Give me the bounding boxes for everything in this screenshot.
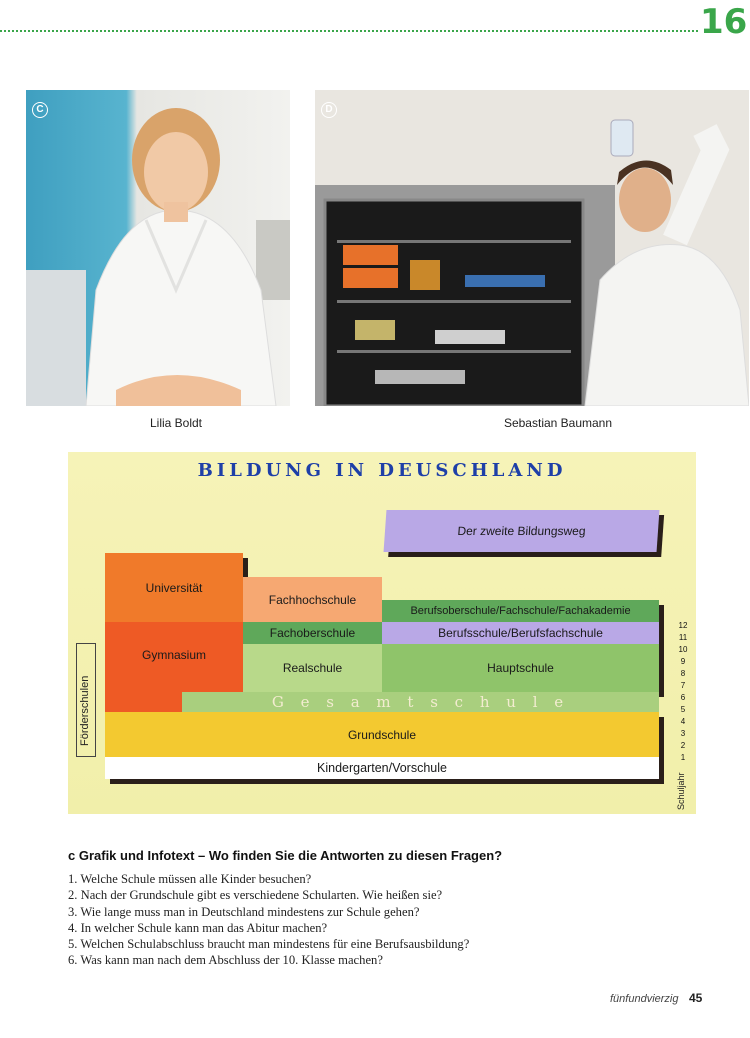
portrait-illustration-d <box>315 90 749 406</box>
block-universitaet: Universität <box>105 553 243 622</box>
question-item: 3. Wie lange muss man in Deutschland mindestens zur Schule gehen? <box>68 904 420 919</box>
portrait-illustration-c <box>26 90 290 406</box>
photo-badge-d: D <box>321 102 337 118</box>
photo-lilia-boldt <box>26 90 290 406</box>
block-hauptschule: Hauptschule <box>382 644 659 692</box>
caption-sebastian-baumann: Sebastian Baumann <box>503 416 613 430</box>
header-dotted-rule <box>0 30 698 32</box>
school-year-3: 3 <box>680 729 686 738</box>
questions-list <box>68 871 469 969</box>
block-berufsoberschule: Berufsoberschule/Fachschule/Fachakademie <box>382 600 659 622</box>
question-item: 1. Welche Schule müssen alle Kinder besuchen? <box>68 872 312 886</box>
question-item: 2. Nach der Grundschule gibt es verschiedene Schularten. Wie heißen sie? <box>68 888 443 903</box>
block-berufsschule: Berufsschule/Berufsfachschule <box>382 622 659 644</box>
block-fachhochschule: Fachhochschule <box>243 577 382 622</box>
label-schuljahr: Schuljahr <box>676 772 686 810</box>
block-zweiter-bildungsweg: Der zweite Bildungsweg <box>384 510 660 552</box>
page-number-word: fünfundvierzig <box>610 993 679 1005</box>
question-item: 5. Welchen Schulabschluss braucht man mindestens für eine Berufsausbildung? <box>68 937 470 952</box>
school-year-11: 11 <box>678 633 688 642</box>
chart-title: BILDUNG IN DEUSCHLAND <box>197 460 567 481</box>
photo-badge-c: C <box>32 102 48 118</box>
school-year-5: 5 <box>680 705 686 714</box>
school-year-9: 9 <box>680 657 686 666</box>
question-item: 4. In welcher Schule kann man das Abitur machen? <box>68 920 328 935</box>
school-year-8: 8 <box>680 669 686 678</box>
block-gymnasium: Gymnasium <box>105 622 243 712</box>
block-fachoberschule: Fachoberschule <box>243 622 382 644</box>
questions-heading: c Grafik und Infotext – Wo finden Sie die Antworten zu diesen Fragen? <box>68 848 503 863</box>
school-year-12: 12 <box>678 621 688 630</box>
question-item: 6. Was kann man nach dem Abschluss der 10. Klasse machen? <box>68 953 383 968</box>
block-grundschule: Grundschule <box>105 712 659 757</box>
caption-lilia-boldt: Lilia Boldt <box>149 416 203 430</box>
block-gesamtschule: G e s a m t s c h u l e <box>182 692 659 712</box>
label-foerderschulen: Förderschulen <box>79 675 91 746</box>
school-year-4: 4 <box>680 717 686 726</box>
school-year-1: 1 <box>680 753 686 762</box>
school-year-10: 10 <box>678 645 688 654</box>
school-year-2: 2 <box>680 741 686 750</box>
school-year-6: 6 <box>680 693 686 702</box>
chapter-number: 16 <box>700 2 748 42</box>
block-realschule: Realschule <box>243 644 382 692</box>
page-number: 45 <box>689 991 703 1005</box>
school-year-7: 7 <box>680 681 686 690</box>
photo-sebastian-baumann <box>315 90 749 406</box>
block-kindergarten: Kindergarten/Vorschule <box>105 757 659 779</box>
